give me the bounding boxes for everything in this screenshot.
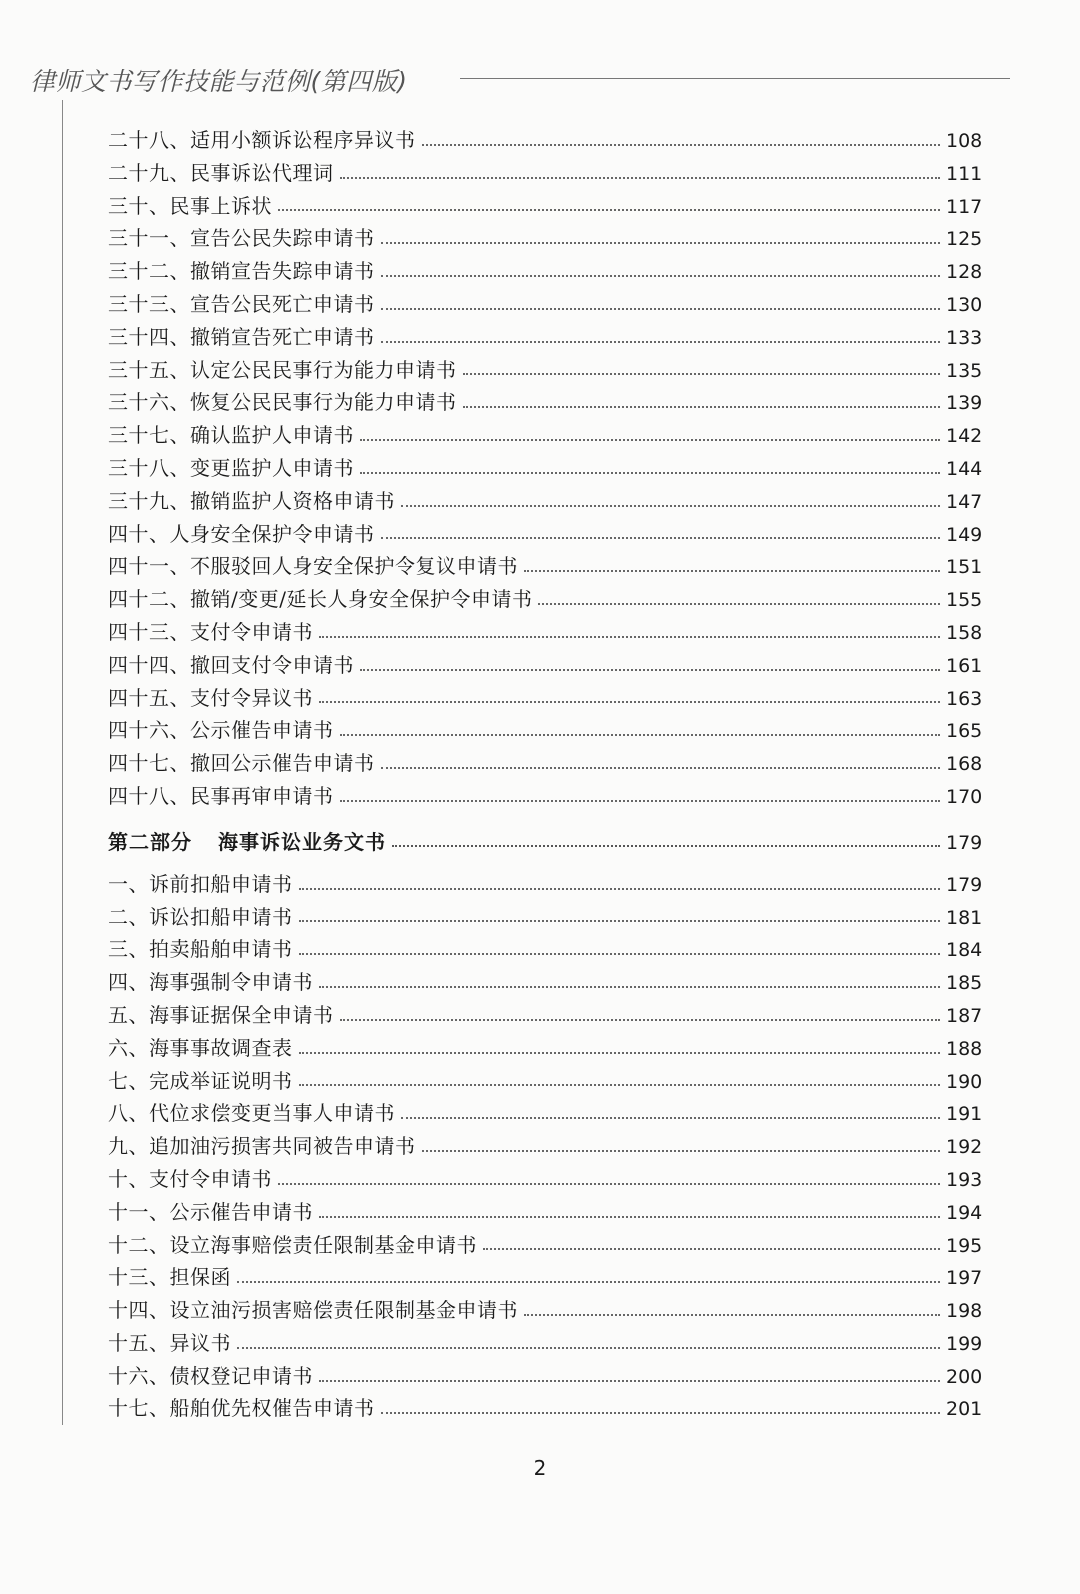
- dot-leader: [278, 208, 940, 211]
- section-part-label: 第二部分: [108, 829, 192, 854]
- toc-entry-page: 168: [946, 753, 983, 776]
- toc-entry[interactable]: [108, 1392, 983, 1425]
- section-title: 海事诉讼业务文书: [218, 829, 386, 854]
- table-of-contents: [108, 124, 983, 1425]
- toc-entry[interactable]: [108, 583, 983, 616]
- dot-leader: [392, 844, 940, 847]
- toc-entry[interactable]: [108, 933, 983, 966]
- toc-entry-title: 三十一、宣告公民失踪申请书: [108, 226, 375, 251]
- toc-entry-title: 六、海事事故调查表: [108, 1035, 293, 1060]
- toc-entry-page: 185: [946, 972, 983, 995]
- toc-entry[interactable]: [108, 1130, 983, 1163]
- toc-entry-page: 149: [946, 523, 983, 546]
- toc-entry-page: 179: [946, 873, 983, 896]
- dot-leader: [381, 536, 941, 539]
- toc-entry-page: 193: [946, 1168, 983, 1191]
- toc-entry-title: 三十九、撤销监护人资格申请书: [108, 488, 395, 513]
- toc-entry[interactable]: [108, 452, 983, 485]
- toc-entry[interactable]: [108, 157, 983, 190]
- running-header: [30, 62, 1010, 98]
- dot-leader: [237, 1280, 940, 1283]
- page-number: 2: [533, 1456, 547, 1480]
- toc-entry-page: 199: [946, 1332, 983, 1355]
- toc-entry-title: 九、追加油污损害共同被告申请书: [108, 1134, 416, 1159]
- toc-entry-title: 八、代位求偿变更当事人申请书: [108, 1101, 395, 1126]
- margin-rule: [62, 100, 63, 1425]
- toc-part1-list: [108, 124, 983, 813]
- toc-entry-page: 194: [946, 1201, 983, 1224]
- dot-leader: [340, 176, 941, 179]
- dot-leader: [524, 1313, 940, 1316]
- toc-entry-page: 117: [946, 195, 983, 218]
- toc-entry[interactable]: [108, 616, 983, 649]
- toc-entry-page: 191: [946, 1103, 983, 1126]
- toc-entry-title: 三十四、撤销宣告死亡申请书: [108, 324, 375, 349]
- toc-entry[interactable]: [108, 1065, 983, 1098]
- toc-entry-page: 197: [946, 1267, 983, 1290]
- dot-leader: [299, 1083, 941, 1086]
- toc-entry-title: 二十九、民事诉讼代理词: [108, 160, 334, 185]
- toc-entry[interactable]: [108, 747, 983, 780]
- toc-entry[interactable]: [108, 1196, 983, 1229]
- dot-leader: [381, 274, 941, 277]
- toc-entry[interactable]: [108, 901, 983, 934]
- dot-leader: [401, 1116, 940, 1119]
- toc-entry-page: 201: [946, 1398, 983, 1421]
- dot-leader: [299, 1051, 941, 1054]
- dot-leader: [360, 438, 940, 441]
- toc-entry[interactable]: [108, 1360, 983, 1393]
- toc-entry[interactable]: [108, 255, 983, 288]
- dot-leader: [319, 1215, 940, 1218]
- toc-entry-page: 181: [946, 906, 983, 929]
- toc-entry-page: 200: [946, 1365, 983, 1388]
- toc-entry-title: 四十七、撤回公示催告申请书: [108, 751, 375, 776]
- toc-entry-page: 111: [946, 162, 983, 185]
- toc-entry-title: 三十二、撤销宣告失踪申请书: [108, 259, 375, 284]
- toc-entry-page: 139: [946, 392, 983, 415]
- toc-entry[interactable]: [108, 321, 983, 354]
- dot-leader: [278, 1182, 940, 1185]
- toc-entry-title: 五、海事证据保全申请书: [108, 1002, 334, 1027]
- toc-entry-title: 三十、民事上诉状: [108, 193, 272, 218]
- dot-leader: [299, 887, 941, 890]
- toc-entry-page: 147: [946, 490, 983, 513]
- toc-entry-page: 190: [946, 1070, 983, 1093]
- toc-entry-title: 四十、人身安全保护令申请书: [108, 521, 375, 546]
- toc-entry[interactable]: [108, 780, 983, 813]
- toc-entry-title: 四十六、公示催告申请书: [108, 718, 334, 743]
- dot-leader: [422, 143, 941, 146]
- dot-leader: [381, 241, 941, 244]
- toc-entry-title: 四十四、撤回支付令申请书: [108, 652, 354, 677]
- toc-entry[interactable]: [108, 1229, 983, 1262]
- toc-entry-title: 一、诉前扣船申请书: [108, 871, 293, 896]
- book-title: 律师文书写作技能与范例(第四版): [30, 67, 408, 96]
- toc-entry-page: 144: [946, 457, 983, 480]
- toc-entry-title: 四十三、支付令申请书: [108, 619, 313, 644]
- toc-entry[interactable]: [108, 518, 983, 551]
- dot-leader: [340, 1018, 941, 1021]
- toc-entry[interactable]: [108, 386, 983, 419]
- toc-entry-title: 四十一、不服驳回人身安全保护令复议申请书: [108, 554, 518, 579]
- toc-entry-title: 二十八、适用小额诉讼程序异议书: [108, 128, 416, 152]
- dot-leader: [319, 985, 940, 988]
- toc-entry-title: 三十七、确认监护人申请书: [108, 423, 354, 448]
- toc-entry-title: 七、完成举证说明书: [108, 1068, 293, 1093]
- toc-entry-page: 135: [946, 359, 983, 382]
- toc-entry-page: 151: [946, 556, 983, 579]
- dot-leader: [381, 307, 941, 310]
- toc-entry-title: 三十八、变更监护人申请书: [108, 455, 354, 480]
- toc-entry-title: 三十六、恢复公民民事行为能力申请书: [108, 390, 457, 415]
- toc-entry-page: 187: [946, 1004, 983, 1027]
- toc-entry-page: 198: [946, 1300, 983, 1323]
- toc-entry-title: 十、支付令申请书: [108, 1166, 272, 1191]
- section-page: 179: [946, 831, 983, 854]
- dot-leader: [381, 1411, 941, 1414]
- dot-leader: [381, 340, 941, 343]
- toc-entry-title: 三十三、宣告公民死亡申请书: [108, 291, 375, 316]
- toc-entry-page: 133: [946, 326, 983, 349]
- toc-entry-title: 十五、异议书: [108, 1330, 231, 1355]
- dot-leader: [463, 405, 941, 408]
- toc-entry[interactable]: [108, 966, 983, 999]
- toc-entry-page: 192: [946, 1136, 983, 1159]
- toc-entry[interactable]: [108, 1097, 983, 1130]
- toc-entry-title: 十二、设立海事赔偿责任限制基金申请书: [108, 1232, 477, 1257]
- toc-entry-page: 163: [946, 687, 983, 710]
- dot-leader: [319, 700, 940, 703]
- dot-leader: [401, 504, 940, 507]
- toc-entry-title: 四十五、支付令异议书: [108, 685, 313, 710]
- toc-entry-page: 128: [946, 261, 983, 284]
- toc-entry[interactable]: [108, 550, 983, 583]
- toc-entry-title: 十四、设立油污损害赔偿责任限制基金申请书: [108, 1298, 518, 1323]
- dot-leader: [340, 733, 941, 736]
- toc-entry-page: 155: [946, 589, 983, 612]
- dot-leader: [319, 1379, 940, 1382]
- toc-entry[interactable]: [108, 124, 983, 157]
- dot-leader: [422, 1149, 941, 1152]
- toc-part2-list: [108, 868, 983, 1426]
- toc-entry-title: 四十二、撤销/变更/延长人身安全保护令申请书: [108, 587, 533, 612]
- dot-leader: [299, 919, 941, 922]
- toc-entry-page: 108: [946, 130, 983, 152]
- toc-entry-title: 十一、公示催告申请书: [108, 1199, 313, 1224]
- toc-entry[interactable]: [108, 190, 983, 223]
- toc-entry[interactable]: [108, 1032, 983, 1065]
- dot-leader: [299, 952, 941, 955]
- toc-entry-title: 十六、债权登记申请书: [108, 1363, 313, 1388]
- toc-entry[interactable]: [108, 485, 983, 518]
- toc-entry-page: 158: [946, 621, 983, 644]
- dot-leader: [538, 602, 940, 605]
- toc-entry-page: 184: [946, 939, 983, 962]
- toc-entry-title: 三十五、认定公民民事行为能力申请书: [108, 357, 457, 382]
- toc-entry-page: 188: [946, 1037, 983, 1060]
- toc-entry-title: 四、海事强制令申请书: [108, 970, 313, 995]
- toc-entry-page: 165: [946, 720, 983, 743]
- toc-entry[interactable]: [108, 1327, 983, 1360]
- toc-entry[interactable]: [108, 682, 983, 715]
- toc-entry[interactable]: [108, 354, 983, 387]
- toc-entry[interactable]: [108, 419, 983, 452]
- header-rule: [460, 78, 1010, 79]
- dot-leader: [463, 372, 941, 375]
- dot-leader: [360, 668, 940, 671]
- toc-entry-title: 十三、担保函: [108, 1265, 231, 1290]
- dot-leader: [483, 1247, 940, 1250]
- section-heading[interactable]: [108, 822, 983, 862]
- dot-leader: [360, 471, 940, 474]
- dot-leader: [319, 635, 940, 638]
- toc-entry-title: 三、拍卖船舶申请书: [108, 937, 293, 962]
- toc-entry-page: 195: [946, 1234, 983, 1257]
- toc-entry[interactable]: [108, 1294, 983, 1327]
- toc-entry[interactable]: [108, 1163, 983, 1196]
- toc-entry[interactable]: [108, 649, 983, 682]
- toc-entry[interactable]: [108, 714, 983, 747]
- dot-leader: [524, 569, 940, 572]
- toc-entry-title: 四十八、民事再审申请书: [108, 783, 334, 808]
- dot-leader: [237, 1346, 940, 1349]
- toc-entry[interactable]: [108, 222, 983, 255]
- toc-entry-page: 170: [946, 785, 983, 808]
- toc-entry-page: 161: [946, 654, 983, 677]
- toc-entry-page: 125: [946, 228, 983, 251]
- dot-leader: [381, 766, 941, 769]
- toc-entry[interactable]: [108, 288, 983, 321]
- toc-entry-page: 130: [946, 293, 983, 316]
- dot-leader: [340, 799, 941, 802]
- toc-entry-page: 142: [946, 425, 983, 448]
- toc-entry[interactable]: [108, 999, 983, 1032]
- toc-entry[interactable]: [108, 1261, 983, 1294]
- toc-entry-title: 二、诉讼扣船申请书: [108, 904, 293, 929]
- toc-entry[interactable]: [108, 868, 983, 901]
- toc-entry-title: 十七、船舶优先权催告申请书: [108, 1396, 375, 1421]
